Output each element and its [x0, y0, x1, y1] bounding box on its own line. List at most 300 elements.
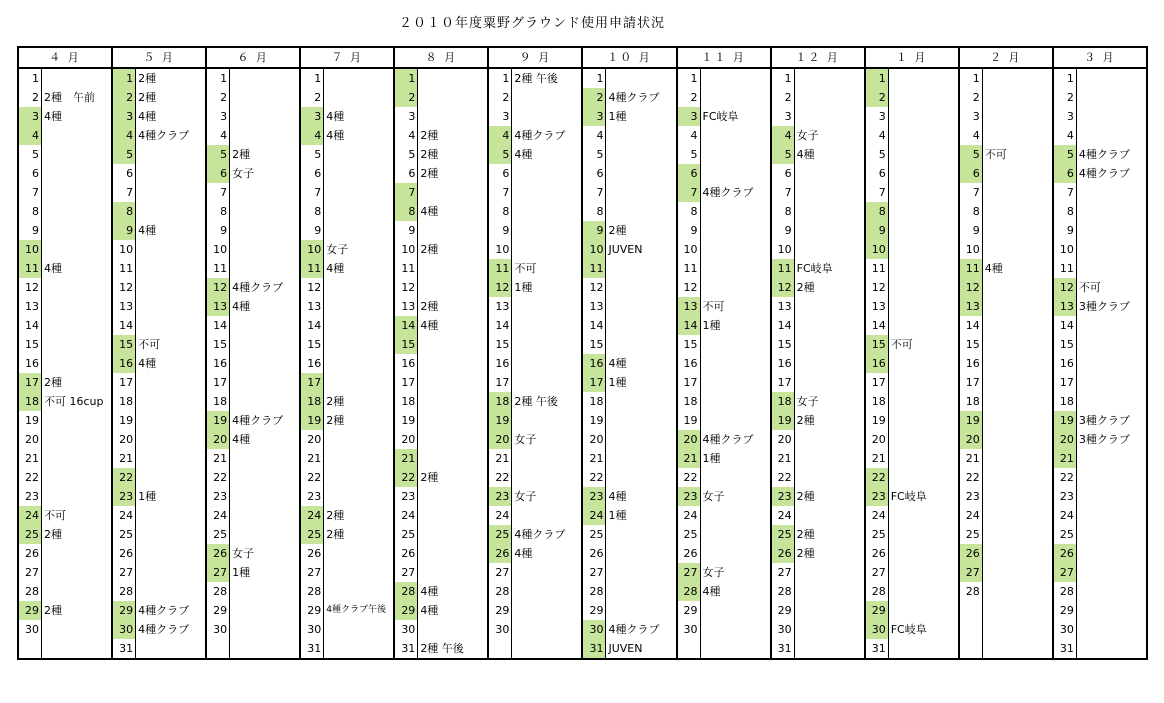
day-cell[interactable] [112, 259, 206, 278]
day-cell[interactable] [771, 430, 865, 449]
day-cell[interactable] [300, 411, 394, 430]
day-cell[interactable] [206, 240, 300, 259]
day-cell[interactable] [300, 68, 394, 88]
day-cell[interactable] [206, 164, 300, 183]
day-cell[interactable] [300, 601, 394, 620]
day-cell[interactable] [771, 278, 865, 297]
day-cell[interactable] [18, 316, 112, 335]
day-cell[interactable] [394, 582, 488, 601]
day-cell[interactable] [1053, 202, 1147, 221]
day-cell[interactable] [112, 88, 206, 107]
day-cell[interactable] [865, 506, 959, 525]
day-cell[interactable] [18, 240, 112, 259]
day-cell[interactable] [677, 373, 771, 392]
day-cell[interactable] [488, 430, 582, 449]
day-cell[interactable] [677, 620, 771, 639]
day-cell[interactable] [959, 506, 1053, 525]
day-cell[interactable] [865, 563, 959, 582]
day-cell[interactable] [677, 411, 771, 430]
day-cell[interactable] [18, 183, 112, 202]
day-cell[interactable] [206, 126, 300, 145]
day-cell[interactable] [865, 335, 959, 354]
day-cell[interactable] [488, 335, 582, 354]
day-cell[interactable] [959, 525, 1053, 544]
day-cell[interactable] [1053, 126, 1147, 145]
day-cell[interactable] [394, 316, 488, 335]
day-cell[interactable] [582, 335, 676, 354]
day-cell[interactable] [394, 202, 488, 221]
day-cell[interactable] [1053, 639, 1147, 659]
day-cell[interactable] [394, 88, 488, 107]
day-cell[interactable] [300, 88, 394, 107]
day-cell[interactable] [582, 639, 676, 659]
day-cell[interactable] [394, 468, 488, 487]
day-cell[interactable] [1053, 145, 1147, 164]
day-cell[interactable] [300, 487, 394, 506]
day-cell[interactable] [18, 563, 112, 582]
day-cell[interactable] [771, 601, 865, 620]
day-cell[interactable] [112, 335, 206, 354]
day-cell[interactable] [582, 278, 676, 297]
day-cell[interactable] [18, 221, 112, 240]
day-cell[interactable] [771, 392, 865, 411]
day-cell[interactable] [206, 107, 300, 126]
day-cell[interactable] [959, 601, 1053, 620]
day-cell[interactable] [959, 335, 1053, 354]
day-cell[interactable] [112, 411, 206, 430]
day-cell[interactable] [1053, 107, 1147, 126]
day-cell[interactable] [488, 240, 582, 259]
day-cell[interactable] [865, 430, 959, 449]
day-cell[interactable] [582, 392, 676, 411]
day-cell[interactable] [112, 68, 206, 88]
day-cell[interactable] [582, 373, 676, 392]
day-cell[interactable] [18, 430, 112, 449]
day-cell[interactable] [488, 183, 582, 202]
day-cell[interactable] [112, 506, 206, 525]
day-cell[interactable] [300, 582, 394, 601]
day-cell[interactable] [1053, 278, 1147, 297]
day-cell[interactable] [300, 221, 394, 240]
day-cell[interactable] [677, 221, 771, 240]
day-cell[interactable] [771, 183, 865, 202]
day-cell[interactable] [206, 430, 300, 449]
day-cell[interactable] [112, 392, 206, 411]
day-cell[interactable] [677, 335, 771, 354]
day-cell[interactable] [677, 468, 771, 487]
day-cell[interactable] [394, 563, 488, 582]
day-cell[interactable] [1053, 392, 1147, 411]
day-cell[interactable] [865, 221, 959, 240]
day-cell[interactable] [206, 563, 300, 582]
day-cell[interactable] [582, 487, 676, 506]
day-cell[interactable] [677, 525, 771, 544]
day-cell[interactable] [112, 202, 206, 221]
day-cell[interactable] [112, 430, 206, 449]
day-cell[interactable] [865, 297, 959, 316]
day-cell[interactable] [206, 202, 300, 221]
day-cell[interactable] [112, 525, 206, 544]
day-cell[interactable] [394, 620, 488, 639]
day-cell[interactable] [865, 354, 959, 373]
day-cell[interactable] [677, 126, 771, 145]
day-cell[interactable] [300, 373, 394, 392]
day-cell[interactable] [771, 506, 865, 525]
day-cell[interactable] [112, 639, 206, 659]
day-cell[interactable] [300, 278, 394, 297]
day-cell[interactable] [206, 335, 300, 354]
day-cell[interactable] [865, 88, 959, 107]
day-cell[interactable] [300, 259, 394, 278]
day-cell[interactable] [1053, 240, 1147, 259]
day-cell[interactable] [771, 335, 865, 354]
day-cell[interactable] [394, 411, 488, 430]
day-cell[interactable] [300, 639, 394, 659]
day-cell[interactable] [1053, 544, 1147, 563]
day-cell[interactable] [865, 468, 959, 487]
day-cell[interactable] [112, 221, 206, 240]
day-cell[interactable] [865, 240, 959, 259]
day-cell[interactable] [394, 639, 488, 659]
day-cell[interactable] [394, 68, 488, 88]
day-cell[interactable] [677, 240, 771, 259]
day-cell[interactable] [959, 316, 1053, 335]
day-cell[interactable] [771, 145, 865, 164]
day-cell[interactable] [582, 145, 676, 164]
day-cell[interactable] [771, 373, 865, 392]
day-cell[interactable] [488, 202, 582, 221]
day-cell[interactable] [18, 88, 112, 107]
day-cell[interactable] [112, 278, 206, 297]
day-cell[interactable] [18, 506, 112, 525]
day-cell[interactable] [300, 620, 394, 639]
day-cell[interactable] [112, 240, 206, 259]
day-cell[interactable] [18, 278, 112, 297]
day-cell[interactable] [112, 354, 206, 373]
day-cell[interactable] [677, 354, 771, 373]
day-cell[interactable] [582, 544, 676, 563]
day-cell[interactable] [488, 278, 582, 297]
day-cell[interactable] [300, 183, 394, 202]
day-cell[interactable] [394, 601, 488, 620]
day-cell[interactable] [300, 392, 394, 411]
day-cell[interactable] [112, 563, 206, 582]
day-cell[interactable] [488, 487, 582, 506]
day-cell[interactable] [959, 468, 1053, 487]
day-cell[interactable] [959, 487, 1053, 506]
day-cell[interactable] [1053, 525, 1147, 544]
day-cell[interactable] [677, 582, 771, 601]
day-cell[interactable] [582, 316, 676, 335]
day-cell[interactable] [1053, 563, 1147, 582]
day-cell[interactable] [677, 259, 771, 278]
day-cell[interactable] [18, 373, 112, 392]
day-cell[interactable] [582, 601, 676, 620]
day-cell[interactable] [206, 487, 300, 506]
day-cell[interactable] [18, 582, 112, 601]
day-cell[interactable] [582, 221, 676, 240]
day-cell[interactable] [771, 563, 865, 582]
day-cell[interactable] [1053, 316, 1147, 335]
day-cell[interactable] [18, 601, 112, 620]
day-cell[interactable] [771, 259, 865, 278]
day-cell[interactable] [300, 297, 394, 316]
day-cell[interactable] [771, 468, 865, 487]
day-cell[interactable] [488, 259, 582, 278]
day-cell[interactable] [865, 601, 959, 620]
day-cell[interactable] [1053, 468, 1147, 487]
day-cell[interactable] [582, 259, 676, 278]
day-cell[interactable] [206, 506, 300, 525]
day-cell[interactable] [582, 354, 676, 373]
day-cell[interactable] [677, 316, 771, 335]
day-cell[interactable] [865, 164, 959, 183]
day-cell[interactable] [677, 487, 771, 506]
day-cell[interactable] [959, 449, 1053, 468]
day-cell[interactable] [112, 544, 206, 563]
day-cell[interactable] [865, 639, 959, 659]
day-cell[interactable] [18, 544, 112, 563]
day-cell[interactable] [771, 107, 865, 126]
day-cell[interactable] [582, 468, 676, 487]
day-cell[interactable] [300, 525, 394, 544]
day-cell[interactable] [488, 506, 582, 525]
day-cell[interactable] [582, 582, 676, 601]
day-cell[interactable] [18, 126, 112, 145]
day-cell[interactable] [1053, 259, 1147, 278]
day-cell[interactable] [206, 183, 300, 202]
day-cell[interactable] [488, 639, 582, 659]
day-cell[interactable] [582, 240, 676, 259]
day-cell[interactable] [582, 449, 676, 468]
day-cell[interactable] [300, 354, 394, 373]
day-cell[interactable] [394, 544, 488, 563]
day-cell[interactable] [771, 544, 865, 563]
day-cell[interactable] [865, 259, 959, 278]
day-cell[interactable] [1053, 487, 1147, 506]
day-cell[interactable] [865, 145, 959, 164]
day-cell[interactable] [206, 544, 300, 563]
day-cell[interactable] [865, 392, 959, 411]
day-cell[interactable] [488, 354, 582, 373]
day-cell[interactable] [959, 373, 1053, 392]
day-cell[interactable] [112, 126, 206, 145]
day-cell[interactable] [959, 430, 1053, 449]
day-cell[interactable] [959, 68, 1053, 88]
day-cell[interactable] [18, 392, 112, 411]
day-cell[interactable] [1053, 430, 1147, 449]
day-cell[interactable] [18, 468, 112, 487]
day-cell[interactable] [488, 468, 582, 487]
day-cell[interactable] [959, 639, 1053, 659]
day-cell[interactable] [394, 525, 488, 544]
day-cell[interactable] [582, 107, 676, 126]
day-cell[interactable] [865, 373, 959, 392]
day-cell[interactable] [677, 202, 771, 221]
day-cell[interactable] [18, 639, 112, 659]
day-cell[interactable] [18, 202, 112, 221]
day-cell[interactable] [771, 487, 865, 506]
day-cell[interactable] [206, 68, 300, 88]
day-cell[interactable] [18, 259, 112, 278]
day-cell[interactable] [865, 68, 959, 88]
day-cell[interactable] [865, 107, 959, 126]
day-cell[interactable] [488, 601, 582, 620]
day-cell[interactable] [394, 297, 488, 316]
day-cell[interactable] [112, 487, 206, 506]
day-cell[interactable] [488, 525, 582, 544]
day-cell[interactable] [488, 164, 582, 183]
day-cell[interactable] [488, 411, 582, 430]
day-cell[interactable] [18, 145, 112, 164]
day-cell[interactable] [582, 68, 676, 88]
day-cell[interactable] [1053, 164, 1147, 183]
day-cell[interactable] [677, 297, 771, 316]
day-cell[interactable] [959, 202, 1053, 221]
day-cell[interactable] [112, 145, 206, 164]
day-cell[interactable] [677, 392, 771, 411]
day-cell[interactable] [959, 107, 1053, 126]
day-cell[interactable] [206, 620, 300, 639]
day-cell[interactable] [1053, 620, 1147, 639]
day-cell[interactable] [112, 164, 206, 183]
day-cell[interactable] [18, 487, 112, 506]
day-cell[interactable] [488, 316, 582, 335]
day-cell[interactable] [677, 183, 771, 202]
day-cell[interactable] [300, 430, 394, 449]
day-cell[interactable] [394, 145, 488, 164]
day-cell[interactable] [771, 639, 865, 659]
day-cell[interactable] [488, 107, 582, 126]
day-cell[interactable] [677, 601, 771, 620]
day-cell[interactable] [300, 316, 394, 335]
day-cell[interactable] [771, 297, 865, 316]
day-cell[interactable] [582, 126, 676, 145]
day-cell[interactable] [488, 392, 582, 411]
day-cell[interactable] [112, 601, 206, 620]
day-cell[interactable] [206, 449, 300, 468]
day-cell[interactable] [488, 544, 582, 563]
day-cell[interactable] [206, 354, 300, 373]
day-cell[interactable] [677, 563, 771, 582]
day-cell[interactable] [394, 107, 488, 126]
day-cell[interactable] [771, 449, 865, 468]
day-cell[interactable] [677, 107, 771, 126]
day-cell[interactable] [112, 620, 206, 639]
day-cell[interactable] [300, 202, 394, 221]
day-cell[interactable] [206, 316, 300, 335]
day-cell[interactable] [300, 335, 394, 354]
day-cell[interactable] [1053, 183, 1147, 202]
day-cell[interactable] [300, 544, 394, 563]
day-cell[interactable] [1053, 354, 1147, 373]
day-cell[interactable] [582, 297, 676, 316]
day-cell[interactable] [582, 506, 676, 525]
day-cell[interactable] [206, 145, 300, 164]
day-cell[interactable] [300, 145, 394, 164]
day-cell[interactable] [865, 316, 959, 335]
day-cell[interactable] [488, 68, 582, 88]
day-cell[interactable] [865, 278, 959, 297]
day-cell[interactable] [488, 297, 582, 316]
day-cell[interactable] [488, 373, 582, 392]
day-cell[interactable] [394, 430, 488, 449]
day-cell[interactable] [18, 68, 112, 88]
day-cell[interactable] [300, 468, 394, 487]
day-cell[interactable] [677, 278, 771, 297]
day-cell[interactable] [771, 126, 865, 145]
day-cell[interactable] [206, 221, 300, 240]
day-cell[interactable] [206, 297, 300, 316]
day-cell[interactable] [206, 411, 300, 430]
day-cell[interactable] [206, 601, 300, 620]
day-cell[interactable] [18, 164, 112, 183]
day-cell[interactable] [206, 582, 300, 601]
day-cell[interactable] [1053, 297, 1147, 316]
day-cell[interactable] [1053, 449, 1147, 468]
day-cell[interactable] [959, 563, 1053, 582]
day-cell[interactable] [300, 506, 394, 525]
day-cell[interactable] [394, 259, 488, 278]
day-cell[interactable] [959, 354, 1053, 373]
day-cell[interactable] [959, 544, 1053, 563]
day-cell[interactable] [959, 183, 1053, 202]
day-cell[interactable] [488, 449, 582, 468]
day-cell[interactable] [112, 107, 206, 126]
day-cell[interactable] [582, 411, 676, 430]
day-cell[interactable] [300, 240, 394, 259]
day-cell[interactable] [677, 145, 771, 164]
day-cell[interactable] [959, 240, 1053, 259]
day-cell[interactable] [959, 88, 1053, 107]
day-cell[interactable] [394, 164, 488, 183]
day-cell[interactable] [488, 563, 582, 582]
day-cell[interactable] [1053, 88, 1147, 107]
day-cell[interactable] [771, 68, 865, 88]
day-cell[interactable] [488, 620, 582, 639]
day-cell[interactable] [771, 221, 865, 240]
day-cell[interactable] [582, 525, 676, 544]
day-cell[interactable] [771, 582, 865, 601]
day-cell[interactable] [582, 183, 676, 202]
day-cell[interactable] [206, 373, 300, 392]
day-cell[interactable] [865, 544, 959, 563]
day-cell[interactable] [488, 582, 582, 601]
day-cell[interactable] [582, 164, 676, 183]
day-cell[interactable] [1053, 506, 1147, 525]
day-cell[interactable] [582, 88, 676, 107]
day-cell[interactable] [1053, 68, 1147, 88]
day-cell[interactable] [865, 582, 959, 601]
day-cell[interactable] [488, 145, 582, 164]
day-cell[interactable] [771, 202, 865, 221]
day-cell[interactable] [300, 449, 394, 468]
day-cell[interactable] [771, 525, 865, 544]
day-cell[interactable] [394, 487, 488, 506]
day-cell[interactable] [677, 88, 771, 107]
day-cell[interactable] [865, 449, 959, 468]
day-cell[interactable] [112, 373, 206, 392]
day-cell[interactable] [18, 449, 112, 468]
day-cell[interactable] [206, 278, 300, 297]
day-cell[interactable] [959, 392, 1053, 411]
day-cell[interactable] [1053, 601, 1147, 620]
day-cell[interactable] [771, 164, 865, 183]
day-cell[interactable] [394, 335, 488, 354]
day-cell[interactable] [959, 297, 1053, 316]
day-cell[interactable] [394, 221, 488, 240]
day-cell[interactable] [677, 164, 771, 183]
